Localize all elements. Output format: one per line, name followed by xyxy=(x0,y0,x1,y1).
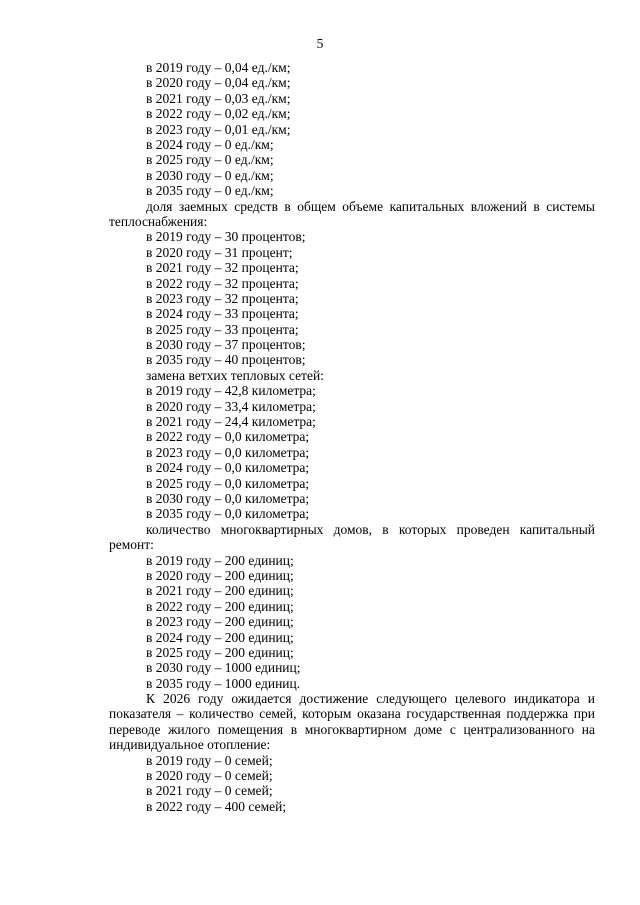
list-houses xyxy=(109,553,595,692)
list-item: в 2035 году – 40 процентов; xyxy=(146,352,306,368)
list-item: в 2020 году – 31 процент; xyxy=(146,244,293,260)
list-item: в 2021 году – 32 процента; xyxy=(146,260,299,276)
list-item: в 2021 году – 24,4 километра; xyxy=(146,414,316,430)
paragraph-loans: доля заемных средств в общем объеме капитальных вложений в системы теплоснабжения: xyxy=(109,198,595,229)
list-item: в 2030 году – 0 ед./км; xyxy=(146,167,274,183)
list-item: в 2021 году – 0 семей; xyxy=(146,783,273,799)
list-item: в 2023 году – 200 единиц; xyxy=(146,614,294,630)
list-item: в 2024 году – 200 единиц; xyxy=(146,629,294,645)
list-item: в 2019 году – 0 семей; xyxy=(146,752,273,768)
paragraph-target: К 2026 году ожидается достижение следующего целевого индикатора и показателя – количество семей, которым оказана государственная поддержка при переводе жилого помещения в многоквартирном доме с централизованного на индивидуальное отопление: xyxy=(109,691,595,753)
list-item: в 2021 году – 0,03 ед./км; xyxy=(146,90,291,106)
list-item: в 2024 году – 0,0 километра; xyxy=(146,460,310,476)
list-item: в 2021 году – 200 единиц; xyxy=(146,583,294,599)
list-item: в 2035 году – 0,0 километра; xyxy=(146,506,310,522)
list-item: в 2030 году – 0,0 километра; xyxy=(146,490,310,506)
list-item: в 2025 году – 33 процента; xyxy=(146,321,299,337)
list-item: в 2019 году – 0,04 ед./км; xyxy=(146,60,291,75)
list-item: в 2025 году – 200 единиц; xyxy=(146,644,294,660)
list-item: в 2019 году – 200 единиц; xyxy=(146,552,294,568)
list-item: в 2035 году – 0 ед./км; xyxy=(146,183,274,199)
list-item: в 2020 году – 33,4 километра; xyxy=(146,398,316,414)
list-networks xyxy=(109,383,595,522)
list-item: в 2024 году – 0 ед./км; xyxy=(146,136,274,152)
list-item: в 2019 году – 30 процентов; xyxy=(146,229,306,245)
list-item: в 2020 году – 200 единиц; xyxy=(146,567,294,583)
list-item: в 2023 году – 0,01 ед./км; xyxy=(146,121,291,137)
list-item: в 2022 году – 400 семей; xyxy=(146,798,287,814)
list-item: в 2023 году – 0,0 километра; xyxy=(146,444,310,460)
list-item: в 2022 году – 0,02 ед./км; xyxy=(146,106,291,122)
list-item: в 2022 году – 200 единиц; xyxy=(146,598,294,614)
list-item: в 2024 году – 33 процента; xyxy=(146,306,299,322)
list-item: в 2025 году – 0,0 километра; xyxy=(146,475,310,491)
list-item: в 2030 году – 1000 единиц; xyxy=(146,660,301,676)
document-body xyxy=(109,60,595,814)
list-item: в 2025 году – 0 ед./км; xyxy=(146,152,274,168)
list-item: в 2023 году – 32 процента; xyxy=(146,290,299,306)
list-item: в 2035 году – 1000 единиц. xyxy=(146,675,301,691)
list-loans xyxy=(109,229,595,368)
paragraph-houses: количество многоквартирных домов, в которых проведен капитальный ремонт: xyxy=(109,521,595,553)
list-density xyxy=(109,60,595,199)
list-item: в 2020 году – 0 семей; xyxy=(146,768,273,784)
list-item: в 2019 году – 42,8 километра; xyxy=(146,383,316,399)
list-item: в 2022 году – 32 процента; xyxy=(146,275,299,291)
page-number: 5 xyxy=(316,36,324,51)
list-item: в 2022 году – 0,0 километра; xyxy=(146,429,310,445)
list-item: в 2030 году – 37 процентов; xyxy=(146,337,306,353)
list-families xyxy=(109,753,595,815)
heading-networks: замена ветхих тепловых сетей: xyxy=(146,367,324,383)
list-item: в 2020 году – 0,04 ед./км; xyxy=(146,75,291,91)
